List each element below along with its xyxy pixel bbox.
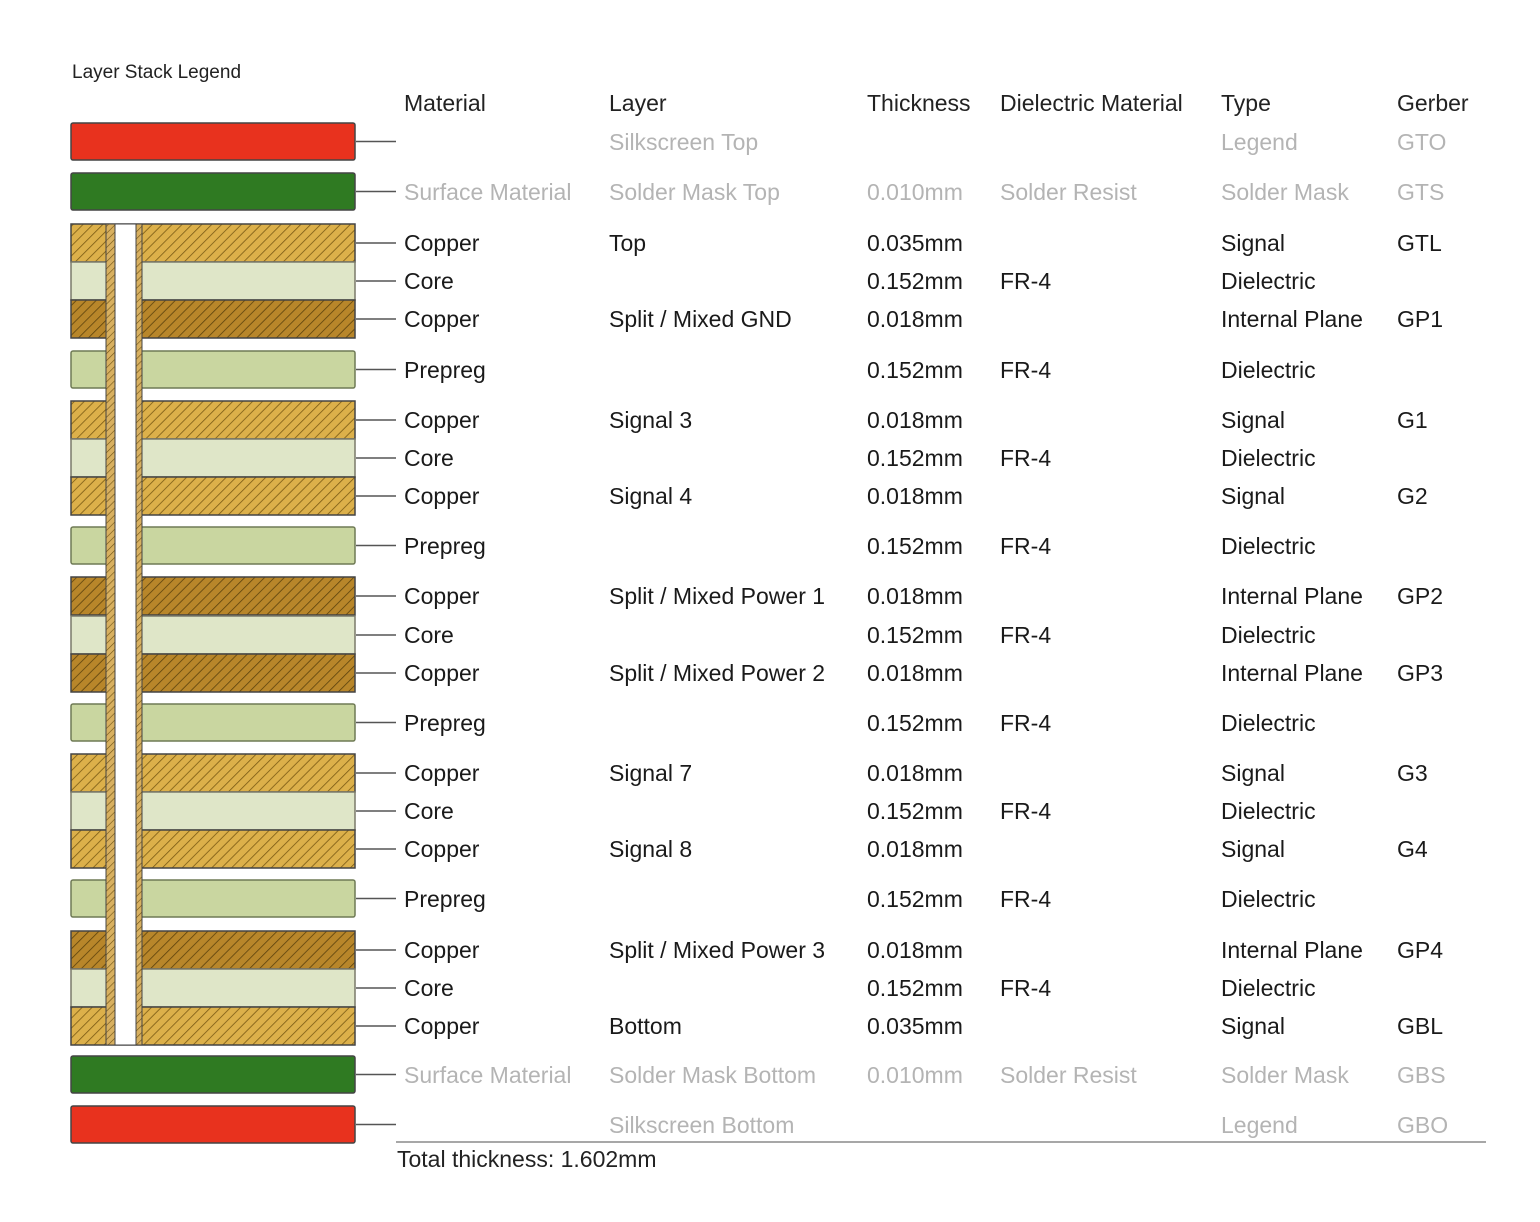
thickness-cell: 0.018mm (867, 483, 963, 509)
dielectric-cell: FR-4 (1000, 622, 1052, 648)
gerber-cell: GP2 (1397, 583, 1444, 609)
type-cell: Dielectric (1221, 798, 1316, 824)
material-cell: Surface Material (404, 1061, 572, 1088)
dielectric-cell: FR-4 (1000, 445, 1052, 471)
type-cell: Solder Mask (1221, 1061, 1349, 1088)
type-cell: Dielectric (1221, 975, 1316, 1001)
layer-cell: Split / Mixed Power 2 (609, 660, 826, 686)
layer-bar-silkscreen (71, 123, 355, 160)
gerber-cell: G3 (1397, 760, 1428, 786)
thickness-cell: 0.018mm (867, 760, 963, 786)
column-header-type: Type (1221, 90, 1271, 116)
material-cell: Prepreg (404, 532, 486, 559)
thickness-cell: 0.010mm (867, 178, 963, 205)
thickness-cell: 0.010mm (867, 1061, 963, 1088)
thickness-cell: 0.035mm (867, 1013, 963, 1039)
material-cell: Prepreg (404, 356, 486, 383)
type-cell: Dielectric (1221, 268, 1316, 294)
column-header-thickness: Thickness (867, 90, 971, 116)
material-cell: Core (404, 622, 454, 648)
layer-cell: Silkscreen Top (609, 128, 759, 155)
layer-cell: Signal 7 (609, 760, 693, 786)
thickness-cell: 0.152mm (867, 532, 963, 559)
layer-cell: Split / Mixed Power 3 (609, 937, 826, 963)
type-cell: Dielectric (1221, 445, 1316, 471)
type-cell: Dielectric (1221, 622, 1316, 648)
material-cell: Core (404, 798, 454, 824)
type-cell: Signal (1221, 407, 1285, 433)
layer-cell: Signal 3 (609, 407, 693, 433)
thickness-cell: 0.152mm (867, 268, 963, 294)
layer-cell: Silkscreen Bottom (609, 1111, 795, 1138)
total-thickness: Total thickness: 1.602mm (397, 1146, 657, 1172)
column-header-material: Material (404, 90, 486, 116)
gerber-cell: GBO (1397, 1111, 1449, 1138)
gerber-cell: GP1 (1397, 306, 1444, 332)
thickness-cell: 0.152mm (867, 798, 963, 824)
gerber-cell: GP3 (1397, 660, 1444, 686)
material-cell: Copper (404, 836, 480, 862)
layer-bar-solder-mask (71, 173, 355, 210)
legend-title: Layer Stack Legend (72, 62, 242, 83)
thickness-cell: 0.018mm (867, 306, 963, 332)
gerber-cell: GBS (1397, 1061, 1446, 1088)
layer-bar-solder-mask (71, 1056, 355, 1093)
dielectric-cell: Solder Resist (1000, 178, 1137, 205)
layer-cell: Signal 8 (609, 836, 693, 862)
column-header-layer: Layer (609, 90, 667, 116)
type-cell: Dielectric (1221, 709, 1316, 736)
material-cell: Core (404, 268, 454, 294)
gerber-cell: GBL (1397, 1013, 1444, 1039)
material-cell: Prepreg (404, 885, 486, 912)
type-cell: Legend (1221, 1111, 1298, 1138)
dielectric-cell: FR-4 (1000, 532, 1052, 559)
thickness-cell: 0.152mm (867, 445, 963, 471)
type-cell: Signal (1221, 230, 1285, 256)
layer-bar-silkscreen (71, 1106, 355, 1143)
gerber-cell: GTS (1397, 178, 1445, 205)
thickness-cell: 0.152mm (867, 975, 963, 1001)
material-cell: Copper (404, 483, 480, 509)
thickness-cell: 0.035mm (867, 230, 963, 256)
column-header-dielectric-material: Dielectric Material (1000, 90, 1183, 116)
layer-cell: Top (609, 230, 647, 256)
material-cell: Copper (404, 937, 480, 963)
type-cell: Legend (1221, 128, 1298, 155)
thickness-cell: 0.018mm (867, 660, 963, 686)
dielectric-cell: FR-4 (1000, 356, 1052, 383)
material-cell: Copper (404, 407, 480, 433)
gerber-cell: GTO (1397, 128, 1447, 155)
dielectric-cell: Solder Resist (1000, 1061, 1137, 1088)
dielectric-cell: FR-4 (1000, 268, 1052, 294)
layer-cell: Split / Mixed GND (609, 306, 792, 332)
type-cell: Signal (1221, 1013, 1285, 1039)
via-hole (115, 224, 136, 1045)
type-cell: Internal Plane (1221, 583, 1363, 609)
gerber-cell: G4 (1397, 836, 1428, 862)
thickness-cell: 0.018mm (867, 937, 963, 963)
dielectric-cell: FR-4 (1000, 885, 1052, 912)
layer-cell: Split / Mixed Power 1 (609, 583, 826, 609)
via-plating-right (136, 224, 142, 1045)
material-cell: Core (404, 445, 454, 471)
material-cell: Surface Material (404, 178, 572, 205)
material-cell: Copper (404, 760, 480, 786)
type-cell: Signal (1221, 483, 1285, 509)
column-header-gerber: Gerber (1397, 90, 1469, 116)
type-cell: Dielectric (1221, 532, 1316, 559)
type-cell: Signal (1221, 836, 1285, 862)
layer-cell: Signal 4 (609, 483, 693, 509)
thickness-cell: 0.152mm (867, 885, 963, 912)
gerber-cell: GTL (1397, 230, 1442, 256)
type-cell: Internal Plane (1221, 306, 1363, 332)
gerber-cell: G2 (1397, 483, 1428, 509)
material-cell: Copper (404, 230, 480, 256)
thickness-cell: 0.018mm (867, 583, 963, 609)
type-cell: Internal Plane (1221, 937, 1363, 963)
thickness-cell: 0.018mm (867, 836, 963, 862)
dielectric-cell: FR-4 (1000, 709, 1052, 736)
material-cell: Core (404, 975, 454, 1001)
thickness-cell: 0.152mm (867, 622, 963, 648)
type-cell: Signal (1221, 760, 1285, 786)
type-cell: Solder Mask (1221, 178, 1349, 205)
dielectric-cell: FR-4 (1000, 975, 1052, 1001)
layer-cell: Bottom (609, 1013, 682, 1039)
material-cell: Copper (404, 306, 480, 332)
thickness-cell: 0.152mm (867, 356, 963, 383)
material-cell: Copper (404, 660, 480, 686)
type-cell: Dielectric (1221, 356, 1316, 383)
gerber-cell: G1 (1397, 407, 1428, 433)
material-cell: Prepreg (404, 709, 486, 736)
via-plating-left (106, 224, 115, 1045)
type-cell: Dielectric (1221, 885, 1316, 912)
material-cell: Copper (404, 1013, 480, 1039)
layer-cell: Solder Mask Bottom (609, 1061, 817, 1088)
thickness-cell: 0.152mm (867, 709, 963, 736)
type-cell: Internal Plane (1221, 660, 1363, 686)
material-cell: Copper (404, 583, 480, 609)
thickness-cell: 0.018mm (867, 407, 963, 433)
layer-cell: Solder Mask Top (609, 178, 780, 205)
dielectric-cell: FR-4 (1000, 798, 1052, 824)
gerber-cell: GP4 (1397, 937, 1444, 963)
